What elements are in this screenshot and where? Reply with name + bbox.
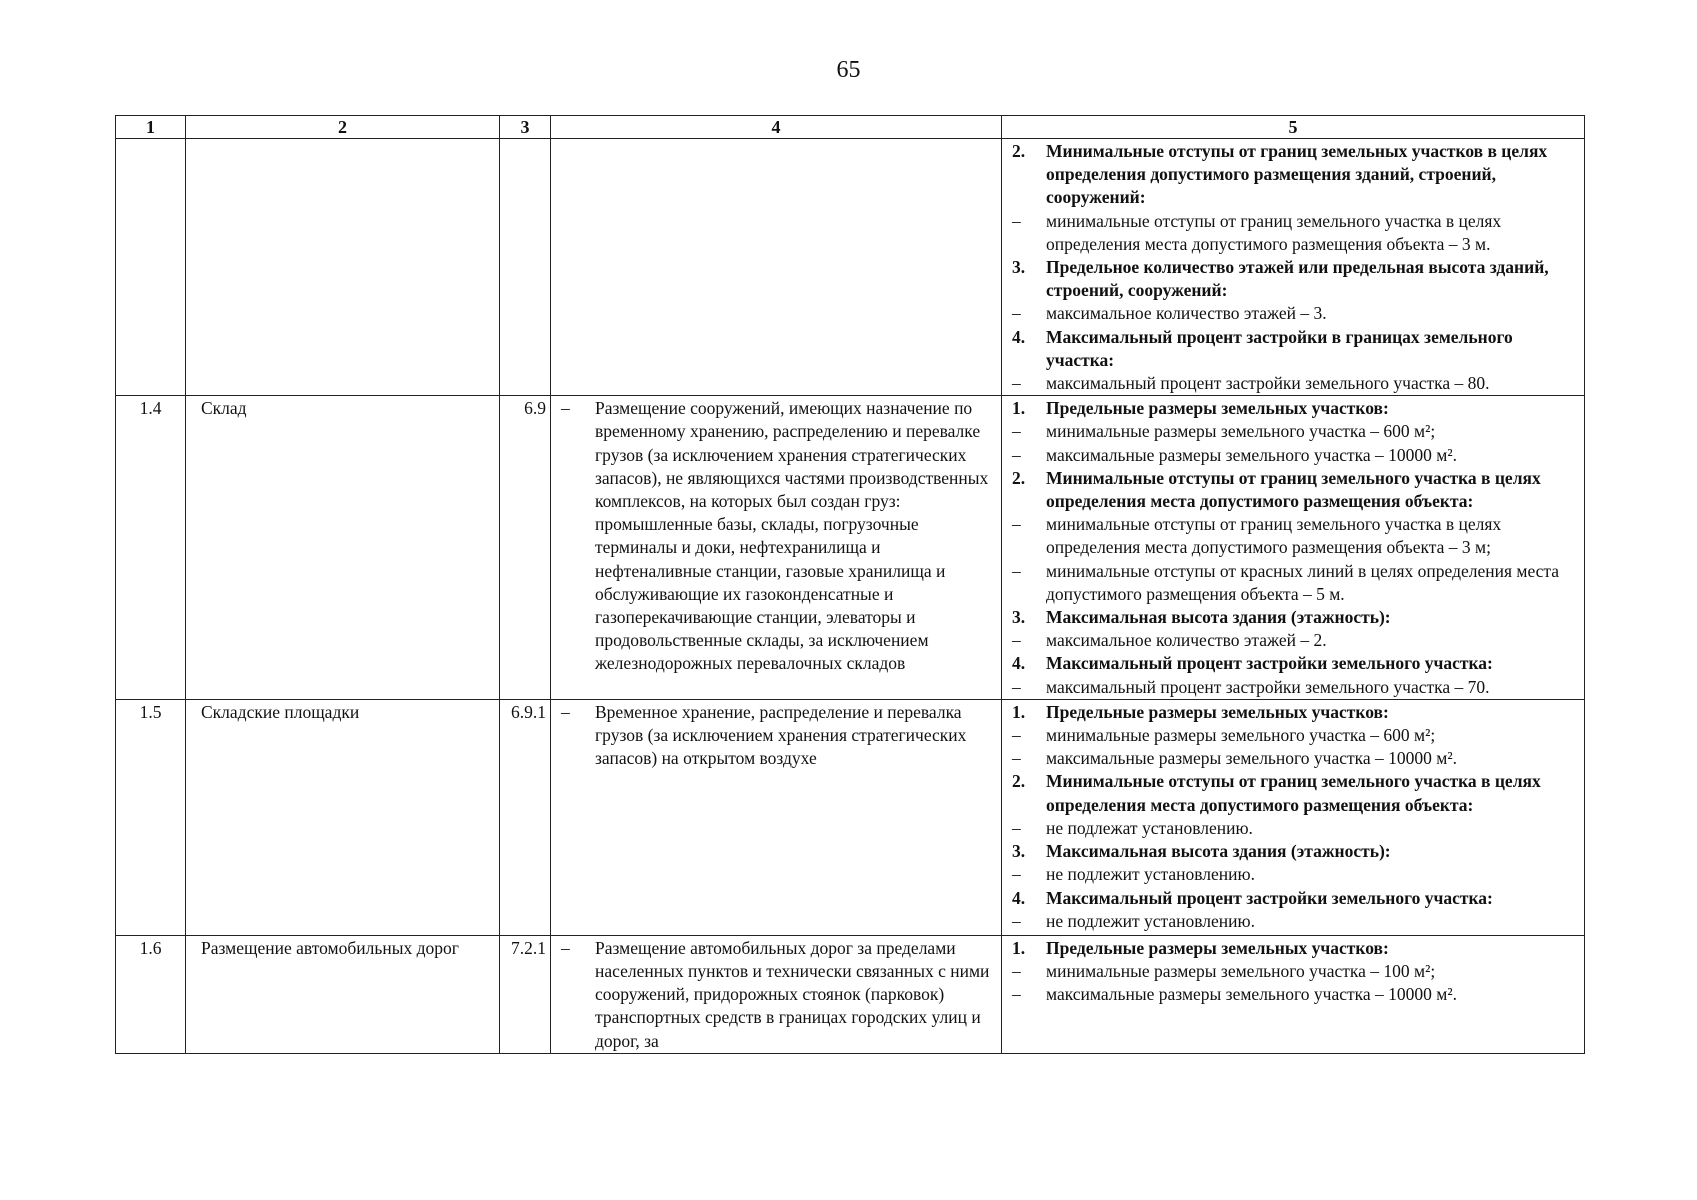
use-name bbox=[186, 139, 500, 396]
parameter-item bbox=[1012, 420, 1578, 443]
parameter-text: минимальные отступы от границ земельного участка в целях определения места допустимого размещения объекта – 3 м; bbox=[1046, 514, 1502, 558]
parameter-item bbox=[1012, 724, 1578, 747]
parameter-text: Минимальные отступы от границ земельного участка в целях определения места допустимого размещения объекта: bbox=[1046, 771, 1541, 815]
header-row bbox=[116, 116, 1585, 139]
item-number: 1. bbox=[1012, 398, 1026, 419]
description-line bbox=[561, 937, 995, 1053]
item-number: 4. bbox=[1012, 887, 1026, 908]
parameter-heading bbox=[1012, 140, 1578, 210]
parameter-text: Предельное количество этажей или предельная высота зданий, строений, сооружений: bbox=[1046, 257, 1549, 301]
column-header: 2 bbox=[186, 116, 500, 139]
parameter-text: минимальные отступы от границ земельного участка в целях определения места допустимого размещения объекта – 3 м. bbox=[1046, 210, 1502, 254]
use-description bbox=[551, 935, 1002, 1053]
table-row bbox=[116, 699, 1585, 935]
column-header: 1 bbox=[116, 116, 186, 139]
parameter-text: минимальные размеры земельного участка – 600 м²; bbox=[1046, 725, 1436, 746]
parameter-text: не подлежит установлению. bbox=[1046, 910, 1255, 931]
parameter-text: максимальные размеры земельного участка – 10000 м². bbox=[1046, 984, 1457, 1005]
row-number: 1.6 bbox=[116, 935, 186, 1053]
parameter-heading bbox=[1012, 652, 1578, 675]
parameter-text: максимальное количество этажей – 3. bbox=[1046, 303, 1327, 324]
use-code bbox=[500, 139, 551, 396]
parameter-item bbox=[1012, 210, 1578, 256]
parameter-item bbox=[1012, 817, 1578, 840]
parameter-text: максимальный процент застройки земельного участка – 70. bbox=[1046, 676, 1490, 697]
parameters bbox=[1002, 699, 1585, 935]
dash-marker: – bbox=[561, 701, 570, 722]
use-name: Складские площадки bbox=[186, 699, 500, 935]
description-line bbox=[561, 701, 995, 771]
zoning-table bbox=[115, 115, 1585, 1054]
use-name: Склад bbox=[186, 396, 500, 700]
table-row bbox=[116, 139, 1585, 396]
parameter-item bbox=[1012, 444, 1578, 467]
parameter-text: минимальные отступы от красных линий в целях определения места допустимого размещения объекта – 5 м. bbox=[1046, 560, 1560, 604]
row-number: 1.4 bbox=[116, 396, 186, 700]
parameter-item bbox=[1012, 863, 1578, 886]
use-name: Размещение автомобильных дорог bbox=[186, 935, 500, 1053]
item-number: 3. bbox=[1012, 257, 1026, 278]
dash-marker: – bbox=[1012, 748, 1021, 769]
use-code: 6.9 bbox=[500, 396, 551, 700]
parameter-heading bbox=[1012, 397, 1578, 420]
dash-marker: – bbox=[1012, 817, 1021, 838]
parameter-item bbox=[1012, 960, 1578, 983]
description-text: Размещение автомобильных дорог за пределами населенных пунктов и технически связанных с ними сооружений, придорожных стоянок (парковок) транспортных средств в границах городских улиц и дорог, за bbox=[595, 937, 990, 1051]
parameter-heading bbox=[1012, 467, 1578, 513]
parameter-item bbox=[1012, 747, 1578, 770]
parameter-text: Предельные размеры земельных участков: bbox=[1046, 398, 1389, 419]
row-number: 1.5 bbox=[116, 699, 186, 935]
parameter-heading bbox=[1012, 701, 1578, 724]
parameter-text: Предельные размеры земельных участков: bbox=[1046, 701, 1389, 722]
dash-marker: – bbox=[1012, 984, 1021, 1005]
description-text: Временное хранение, распределение и перевалка грузов (за исключением хранения стратегических запасов) на открытом воздухе bbox=[595, 701, 967, 769]
item-number: 2. bbox=[1012, 771, 1026, 792]
dash-marker: – bbox=[1012, 961, 1021, 982]
dash-marker: – bbox=[1012, 864, 1021, 885]
dash-marker: – bbox=[1012, 514, 1021, 535]
parameter-item bbox=[1012, 372, 1578, 395]
item-number: 1. bbox=[1012, 937, 1026, 958]
parameter-text: Максимальная высота здания (этажность): bbox=[1046, 607, 1391, 628]
table-row bbox=[116, 396, 1585, 700]
parameter-heading bbox=[1012, 770, 1578, 816]
item-number: 4. bbox=[1012, 326, 1026, 347]
row-number bbox=[116, 139, 186, 396]
parameter-text: Минимальные отступы от границ земельного участка в целях определения места допустимого размещения объекта: bbox=[1046, 467, 1541, 512]
parameter-text: Минимальные отступы от границ земельных участков в целях определения допустимого размещения зданий, строений, сооружений: bbox=[1046, 141, 1548, 208]
description-text: Размещение сооружений, имеющих назначение по временному хранению, распределению и перевалке грузов (за исключением хранения стратегических запасов), не являющихся частями производственных комплексов, на которых был создан груз: промышленные базы, склады, погрузочные терминалы и доки, нефтехранилища и нефтеналивные станции, газовые хранилища и обслуживающие их газоконденсатные и газоперекачивающие станции, элеваторы и продовольственные склады, за исключением железнодорожных перевалочных складов bbox=[595, 398, 989, 674]
use-code: 6.9.1 bbox=[500, 699, 551, 935]
parameter-text: максимальные размеры земельного участка – 10000 м². bbox=[1046, 444, 1457, 465]
parameter-heading bbox=[1012, 887, 1578, 910]
item-number: 2. bbox=[1012, 467, 1026, 488]
use-description bbox=[551, 139, 1002, 396]
dash-marker: – bbox=[1012, 421, 1021, 442]
use-code: 7.2.1 bbox=[500, 935, 551, 1053]
parameter-item bbox=[1012, 302, 1578, 325]
parameter-text: Максимальная высота здания (этажность): bbox=[1046, 841, 1391, 862]
page-number: 65 bbox=[836, 57, 861, 83]
use-description bbox=[551, 699, 1002, 935]
dash-marker: – bbox=[561, 398, 570, 419]
parameter-text: Предельные размеры земельных участков: bbox=[1046, 937, 1389, 958]
parameter-heading bbox=[1012, 606, 1578, 629]
dash-marker: – bbox=[1012, 630, 1021, 651]
dash-marker: – bbox=[1012, 560, 1021, 581]
parameter-item bbox=[1012, 629, 1578, 652]
dash-marker: – bbox=[1012, 210, 1021, 231]
dash-marker: – bbox=[1012, 725, 1021, 746]
parameter-text: максимальное количество этажей – 2. bbox=[1046, 630, 1327, 651]
parameters bbox=[1002, 396, 1585, 700]
parameter-text: минимальные размеры земельного участка – 600 м²; bbox=[1046, 421, 1436, 442]
item-number: 2. bbox=[1012, 141, 1026, 161]
parameter-heading bbox=[1012, 840, 1578, 863]
parameters bbox=[1002, 935, 1585, 1053]
parameter-text: Максимальный процент застройки земельного участка: bbox=[1046, 653, 1493, 674]
parameter-heading bbox=[1012, 326, 1578, 372]
parameter-text: максимальный процент застройки земельного участка – 80. bbox=[1046, 373, 1490, 394]
parameter-text: Максимальный процент застройки земельного участка: bbox=[1046, 887, 1493, 908]
item-number: 4. bbox=[1012, 653, 1026, 674]
description-line bbox=[561, 397, 995, 675]
dash-marker: – bbox=[1012, 910, 1021, 931]
column-header: 5 bbox=[1002, 116, 1585, 139]
dash-marker: – bbox=[561, 937, 570, 958]
dash-marker: – bbox=[1012, 676, 1021, 697]
parameter-item bbox=[1012, 983, 1578, 1006]
parameter-item bbox=[1012, 676, 1578, 699]
column-header: 4 bbox=[551, 116, 1002, 139]
parameter-item bbox=[1012, 513, 1578, 559]
parameter-item bbox=[1012, 910, 1578, 933]
dash-marker: – bbox=[1012, 373, 1021, 394]
item-number: 3. bbox=[1012, 607, 1026, 628]
parameter-heading bbox=[1012, 937, 1578, 960]
item-number: 1. bbox=[1012, 701, 1026, 722]
use-description bbox=[551, 396, 1002, 700]
parameter-text: Максимальный процент застройки в границах земельного участка: bbox=[1046, 326, 1513, 370]
parameter-text: не подлежит установлению. bbox=[1046, 864, 1255, 885]
dash-marker: – bbox=[1012, 444, 1021, 465]
parameter-text: максимальные размеры земельного участка – 10000 м². bbox=[1046, 748, 1457, 769]
parameter-item bbox=[1012, 560, 1578, 606]
parameter-text: минимальные размеры земельного участка – 100 м²; bbox=[1046, 961, 1436, 982]
dash-marker: – bbox=[1012, 303, 1021, 324]
parameters bbox=[1002, 139, 1585, 396]
item-number: 3. bbox=[1012, 841, 1026, 862]
column-header: 3 bbox=[500, 116, 551, 139]
table-row bbox=[116, 935, 1585, 1053]
parameter-heading bbox=[1012, 256, 1578, 302]
parameter-text: не подлежат установлению. bbox=[1046, 817, 1253, 838]
